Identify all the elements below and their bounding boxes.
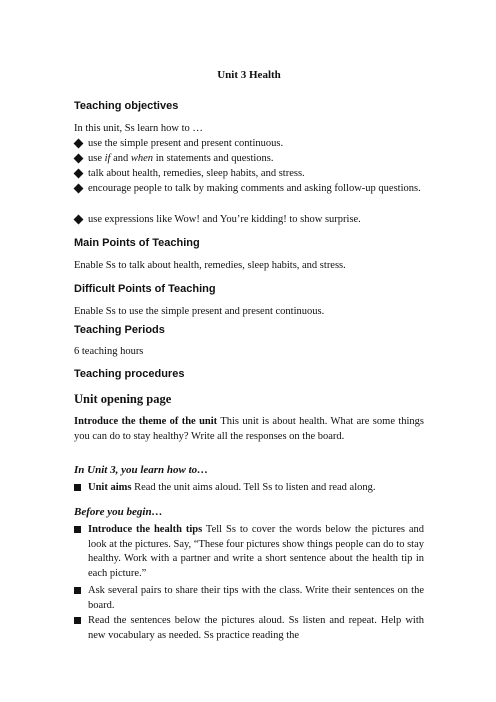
before-item: Ask several pairs to share their tips with the class. Write their sentences on the board.: [74, 584, 424, 613]
before-you-begin-heading: Before you begin…: [74, 506, 163, 518]
procedures-heading: Teaching procedures: [74, 368, 185, 380]
diamond-bullet-icon: [74, 184, 84, 194]
objectives-intro: In this unit, Ss learn how to …: [74, 123, 203, 134]
diamond-bullet-icon: [74, 139, 84, 149]
difficult-points-text: Enable Ss to use the simple present and present continuous.: [74, 306, 325, 317]
unit-opening-heading: Unit opening page: [74, 392, 172, 406]
teaching-periods-text: 6 teaching hours: [74, 346, 144, 357]
learn-heading: In Unit 3, you learn how to…: [74, 464, 209, 476]
main-points-text: Enable Ss to talk about health, remedies, sleep habits, and stress.: [74, 260, 346, 271]
unit-aims-item: Unit aims Read the unit aims aloud. Tell Ss to listen and read along.: [74, 481, 424, 496]
before-item: Introduce the health tips Tell Ss to cover the words below the pictures and look at the pictures. Say, “These four pictures show things people can do to stay healthy. Work with a partner and write a short sentence about the health tip in each picture.”: [74, 523, 424, 581]
opening-lead: Introduce the theme of the unit: [74, 416, 218, 427]
square-bullet-icon: [74, 526, 81, 533]
main-points-heading: Main Points of Teaching: [74, 237, 200, 249]
diamond-bullet-icon: [74, 215, 84, 225]
square-bullet-icon: [74, 587, 81, 594]
objective-item: encourage people to talk by making comments and asking follow-up questions.: [74, 182, 424, 197]
unit-opening-paragraph: Introduce the theme of the unit This unit is about health. What are some things you can do to stay healthy? Write all the responses on the board.: [74, 416, 424, 442]
objective-item: use the simple present and present continuous.: [74, 137, 424, 152]
objectives-heading: Teaching objectives: [74, 100, 179, 112]
diamond-bullet-icon: [74, 154, 84, 164]
teaching-periods-heading: Teaching Periods: [74, 324, 165, 336]
objective-item: talk about health, remedies, sleep habits, and stress.: [74, 167, 424, 182]
diamond-bullet-icon: [74, 169, 84, 179]
objective-item: use expressions like Wow! and You’re kidding! to show surprise.: [74, 213, 424, 228]
square-bullet-icon: [74, 617, 81, 624]
objective-item: use if and when in statements and questions.: [74, 152, 424, 167]
difficult-points-heading: Difficult Points of Teaching: [74, 283, 216, 295]
square-bullet-icon: [74, 484, 81, 491]
before-item: Read the sentences below the pictures aloud. Ss listen and repeat. Help with new vocabulary as needed. Ss practice reading the: [74, 614, 424, 643]
unit-title: Unit 3 Health: [217, 69, 281, 81]
